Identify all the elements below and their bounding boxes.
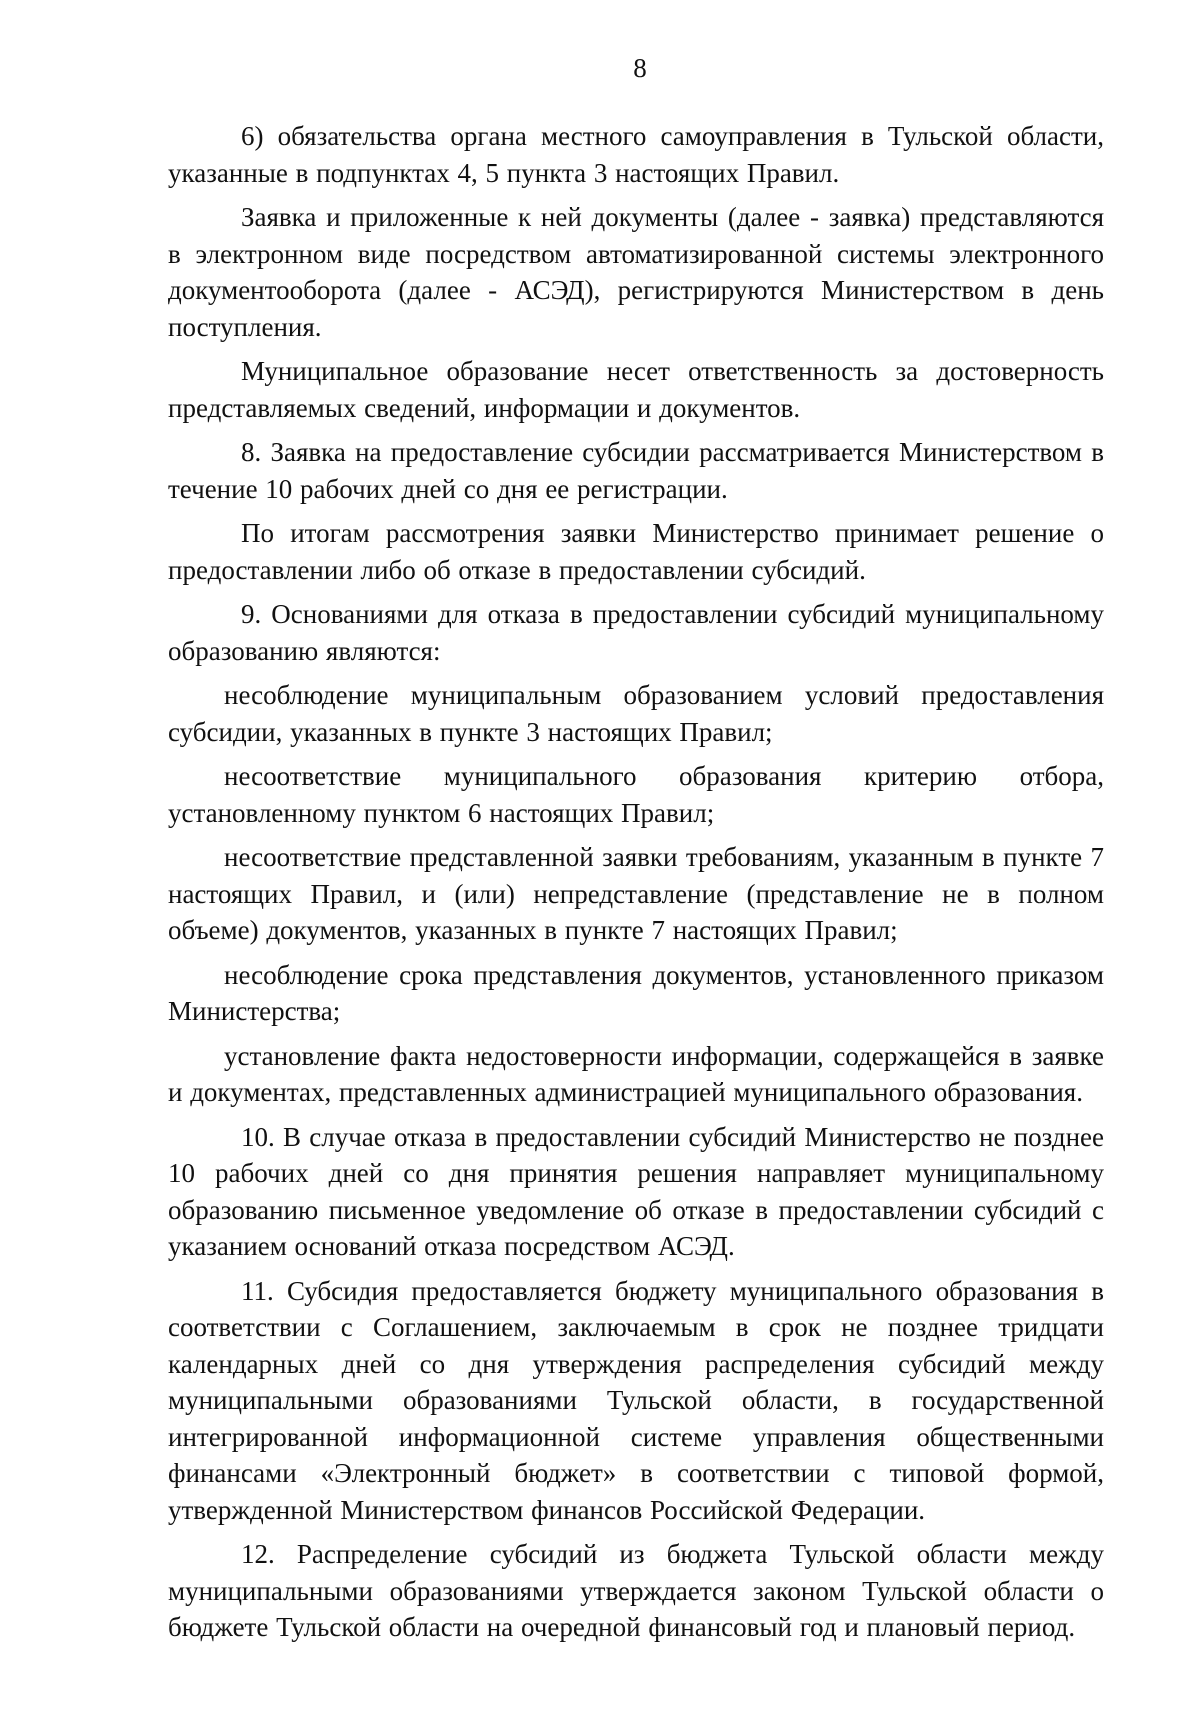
paragraph-application-submission: Заявка и приложенные к ней документы (далее - заявка) представляются в электронном виде посредством автоматизированной системы электронного документооборота (далее - АСЭД), регистрируются Министерством в день поступления.	[168, 202, 1104, 342]
list-item-refusal-3: несоответствие представленной заявки требованиям, указанным в пункте 7 настоящих Правил, и (или) непредставление (представление не в полном объеме) документов, указанных в пункте 7 настоящих Правил;	[168, 842, 1104, 945]
paragraph-obligations: 6) обязательства органа местного самоуправления в Тульской области, указанные в подпунктах 4, 5 пункта 3 настоящих Правил.	[168, 121, 1104, 188]
paragraph-item-9: 9. Основаниями для отказа в предоставлении субсидий муниципальному образованию являются:	[168, 599, 1104, 666]
paragraph-item-8: 8. Заявка на предоставление субсидии рассматривается Министерством в течение 10 рабочих дней со дня ее регистрации.	[168, 437, 1104, 504]
list-item-refusal-4: несоблюдение срока представления документов, установленного приказом Министерства;	[168, 959, 1104, 1026]
paragraph-decision: По итогам рассмотрения заявки Министерство принимает решение о предоставлении либо об отказе в предоставлении субсидий.	[168, 518, 1104, 585]
list-item-refusal-2: несоответствие муниципального образования критерию отбора, установленному пунктом 6 настоящих Правил;	[168, 761, 1104, 828]
list-item-refusal-5: установление факта недостоверности информации, содержащейся в заявке и документах, представленных администрацией муниципального образования.	[168, 1040, 1104, 1107]
paragraph-responsibility: Муниципальное образование несет ответственность за достоверность представляемых сведений, информации и документов.	[168, 356, 1104, 423]
paragraph-item-12: 12. Распределение субсидий из бюджета Тульской области между муниципальными образованиями утверждается законом Тульской области о бюджете Тульской области на очередной финансовый год и плановый период.	[168, 1539, 1104, 1642]
paragraph-item-10: 10. В случае отказа в предоставлении субсидий Министерство не позднее 10 рабочих дней со дня принятия решения направляет муниципальному образованию письменное уведомление об отказе в предоставлении субсидий с указанием оснований отказа посредством АСЭД.	[168, 1121, 1104, 1261]
list-item-refusal-1: несоблюдение муниципальным образованием условий предоставления субсидии, указанных в пункте 3 настоящих Правил;	[168, 680, 1104, 747]
document-body	[168, 118, 1104, 1654]
page-number: 8	[633, 53, 647, 83]
paragraph-item-11: 11. Субсидия предоставляется бюджету муниципального образования в соответствии с Соглашением, заключаемым в срок не позднее тридцати календарных дней со дня утверждения распределения субсидий между муниципальными образованиями Тульской области, в государственной интегрированной информационной системе управления общественными финансами «Электронный бюджет» в соответствии с типовой формой, утвержденной Министерством финансов Российской Федерации.	[168, 1275, 1104, 1525]
